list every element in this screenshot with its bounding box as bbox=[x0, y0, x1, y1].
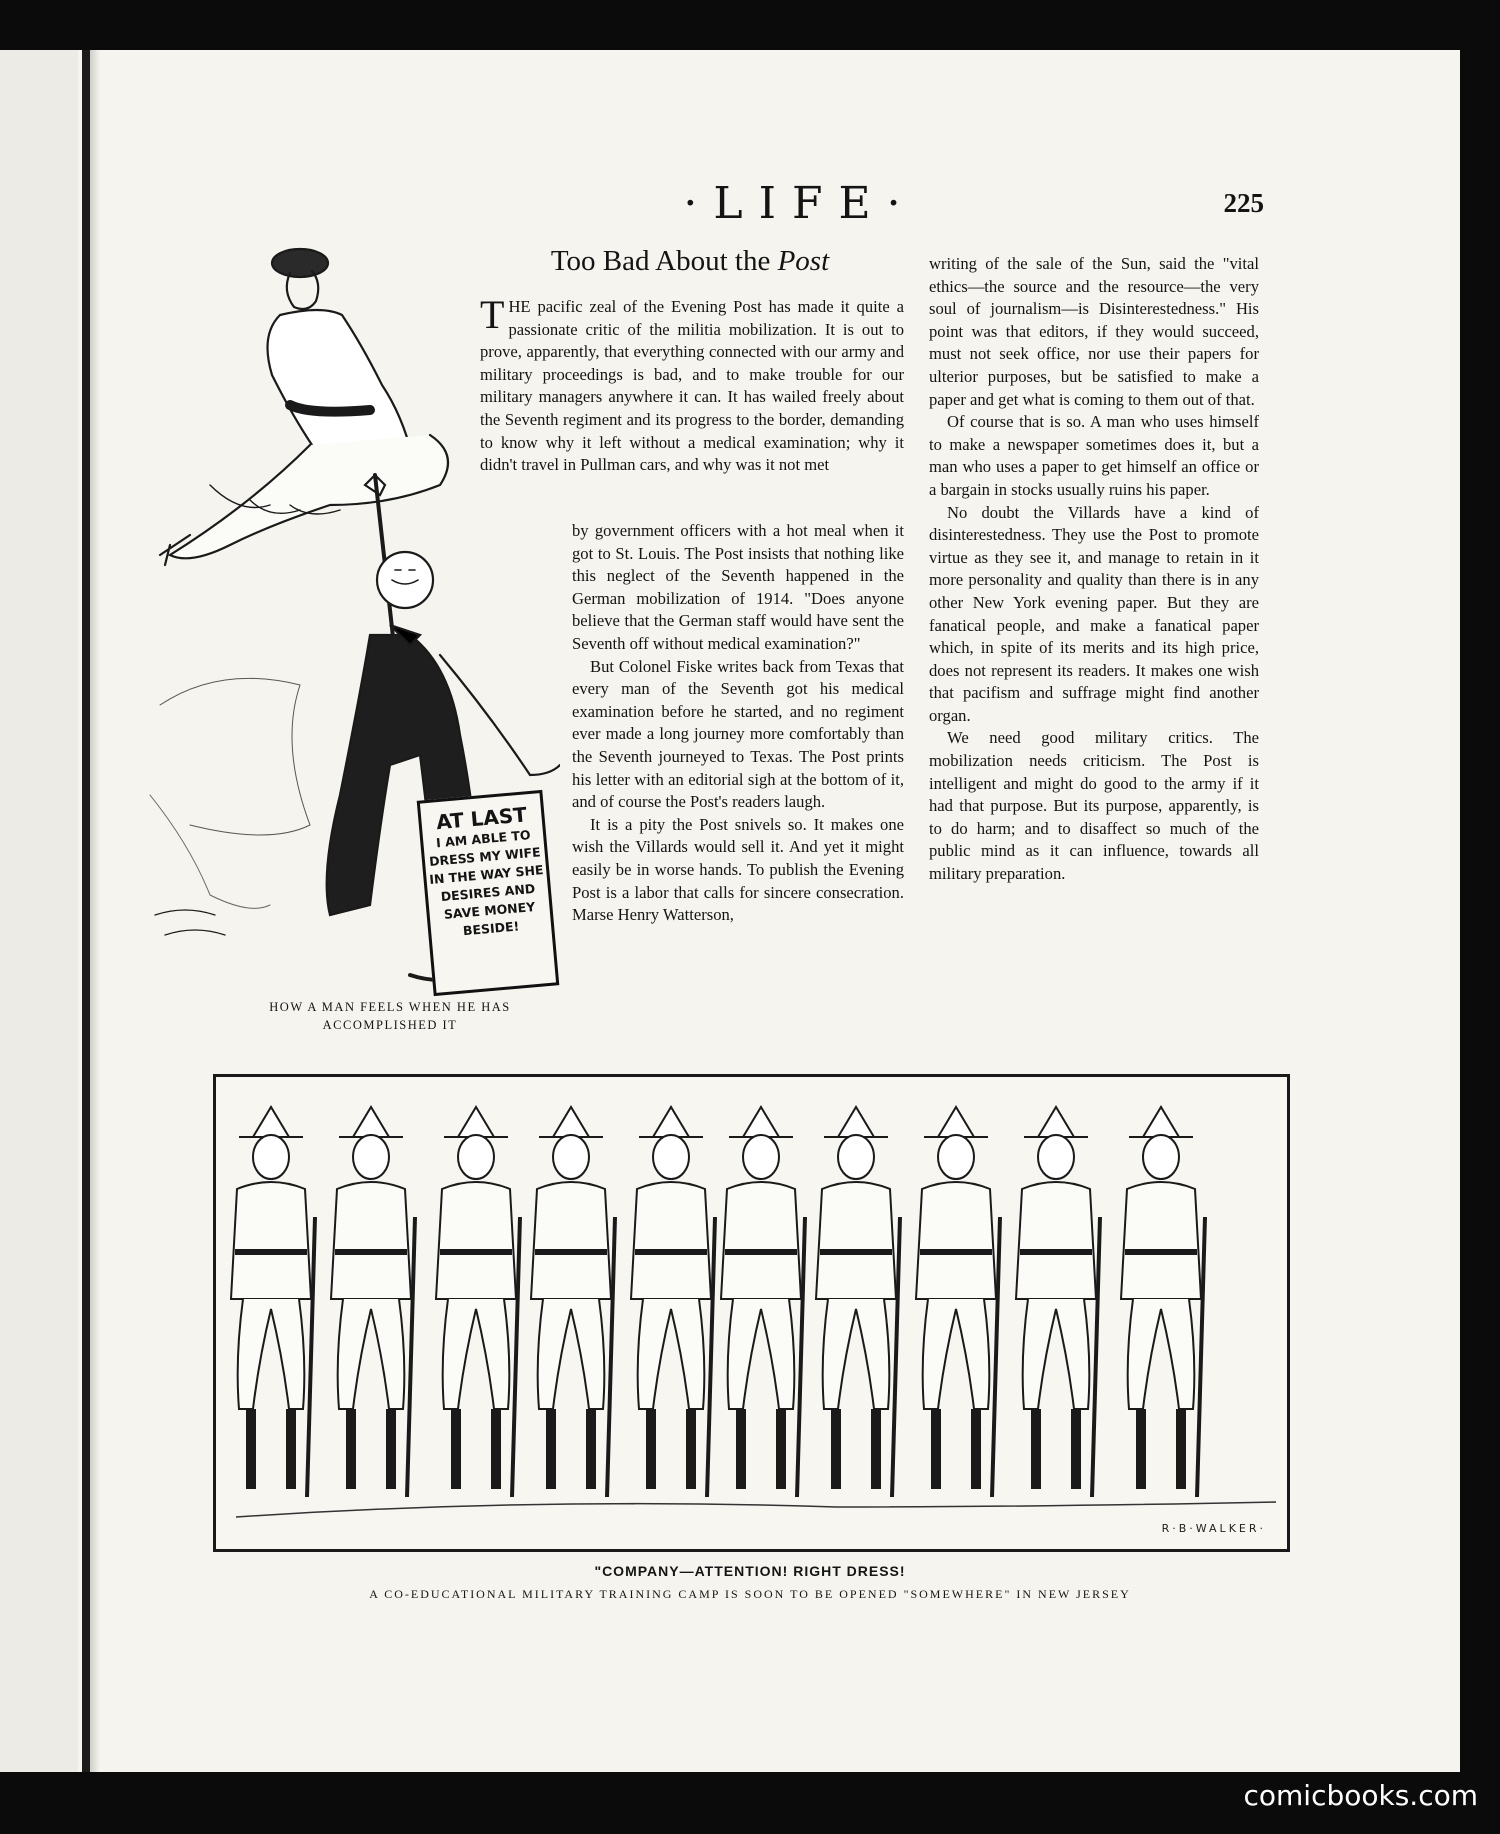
cartoon2-caption: "COMPANY—ATTENTION! RIGHT DRESS! bbox=[594, 1563, 906, 1579]
masthead: ·LIFE· bbox=[683, 178, 917, 229]
page-gutter bbox=[90, 50, 100, 1772]
paragraph-2: But Colonel Fiske writes back from Texas that every man of the Seventh got his medical examination before he started, and no regiment ever made a long journey more comfortably than the Seventh journeyed to Texas. The Post prints his letter with an editorial sigh at the bottom of it, and of course the Post's readers laugh. bbox=[572, 656, 904, 812]
book-spine bbox=[82, 50, 90, 1772]
sign-line: IN THE WAY SHE bbox=[428, 862, 545, 888]
paragraph-7: We need good military critics. The mobilization needs criticism. The Post is intelligent and might do good to the army if it had that purpose. But its purpose, apparently, is to do harm; and to disaffect so much of the public mind as it can influence, towards all military preparation. bbox=[929, 728, 1259, 884]
cartoon-soldiers-lineup bbox=[216, 1077, 1287, 1549]
cartoon1-caption-line2: ACCOMPLISHED IT bbox=[322, 1018, 458, 1032]
site-watermark: comicbooks.com bbox=[1243, 1779, 1478, 1812]
soldier-figure bbox=[436, 1107, 520, 1497]
soldier-figure bbox=[631, 1107, 715, 1497]
sign-line: BESIDE! bbox=[462, 918, 520, 939]
paragraph-5: Of course that is so. A man who uses himself to make a newspaper sometimes does it, but a man who uses a paper to get himself an office or a bargain in stocks usually ruins his paper. bbox=[929, 412, 1259, 499]
soldier-figure bbox=[916, 1107, 1000, 1497]
sign-line: AT LAST bbox=[435, 802, 528, 835]
scan-top-border bbox=[0, 0, 1500, 50]
title-main: Too Bad About the bbox=[550, 245, 771, 277]
sign-line: DRESS MY WIFE bbox=[428, 844, 542, 869]
soldier-figure bbox=[816, 1107, 900, 1497]
facing-page-edge bbox=[0, 50, 82, 1772]
paragraph-1-end: by government officers with a hot meal when it got to St. Louis. The Post insists that nothing like this neglect of the Seventh happened in the German mobilization of 1914. "Does anyone believe that the German staff would have sent the Seventh off without medical examination?" bbox=[572, 521, 904, 653]
sign-line: I AM ABLE TO bbox=[435, 827, 532, 851]
soldier-figure bbox=[1121, 1107, 1205, 1497]
at-last-sign bbox=[417, 790, 560, 996]
sign-line: DESIRES AND bbox=[440, 880, 536, 905]
cartoon-soldiers-frame bbox=[213, 1074, 1290, 1552]
soldier-figure bbox=[331, 1107, 415, 1497]
article-column-2 bbox=[929, 253, 1259, 886]
soldier-figure bbox=[531, 1107, 615, 1497]
article-column-1-bottom bbox=[572, 520, 904, 927]
page-number: 225 bbox=[1223, 188, 1264, 218]
paragraph-4: writing of the sale of the Sun, said the "vital ethics—the source and the resource—the very soul of journalism—is Disinterestedness." His point was that editors, if they would succeed, must not seek office, nor use their papers for ulterior purposes, but be satisfied to make a paper and get what is coming to them out of that. bbox=[929, 254, 1259, 409]
paragraph-6: No doubt the Villards have a kind of disinterestedness. They use the Post to promote virtue as they see it, and manage to retain in it more personality and quality than there is in any other New York evening paper. But they are fanatical people, and make a fanatical paper which, in spite of its merits and its high price, does not represent its readers. It makes one wish that pacifism and suffrage might find another organ. bbox=[929, 502, 1259, 725]
paragraph-1-start: HE pacific zeal of the Evening Post has made it quite a passionate critic of the militia mobilization. It is out to prove, apparently, that everything connected with our army and military proceedings is bad, and to make trouble for our military managers anywhere it can. It has wailed freely about the Seventh regiment and its progress to the border, demanding to know why it left without a medical examination; why it didn't travel in Pullman cars, and why was it not met bbox=[480, 297, 904, 475]
title-italic: Post bbox=[777, 245, 830, 277]
article-column-1-top bbox=[480, 292, 904, 477]
soldier-figure bbox=[721, 1107, 805, 1497]
cartoon1-caption-line1: HOW A MAN FEELS WHEN HE HAS bbox=[269, 1000, 511, 1014]
cartoon1-caption bbox=[200, 998, 580, 1034]
soldier-figure bbox=[1016, 1107, 1100, 1497]
soldier-figure bbox=[231, 1107, 315, 1497]
sign-line: SAVE MONEY bbox=[443, 898, 536, 922]
dropcap: T bbox=[480, 292, 505, 337]
cartoon2-subcaption: A CO-EDUCATIONAL MILITARY TRAINING CAMP IS SOON TO BE OPENED "SOMEWHERE" IN NEW JERSEY bbox=[369, 1587, 1131, 1601]
cartoon2-signature: R·B·WALKER· bbox=[1161, 1522, 1266, 1535]
paragraph-3: It is a pity the Post snivels so. It makes one wish the Villards would sell it. And yet it might easily be in worse hands. To publish the Evening Post is a labor that calls for sincere consecration. Marse Henry Watterson, bbox=[572, 814, 904, 925]
